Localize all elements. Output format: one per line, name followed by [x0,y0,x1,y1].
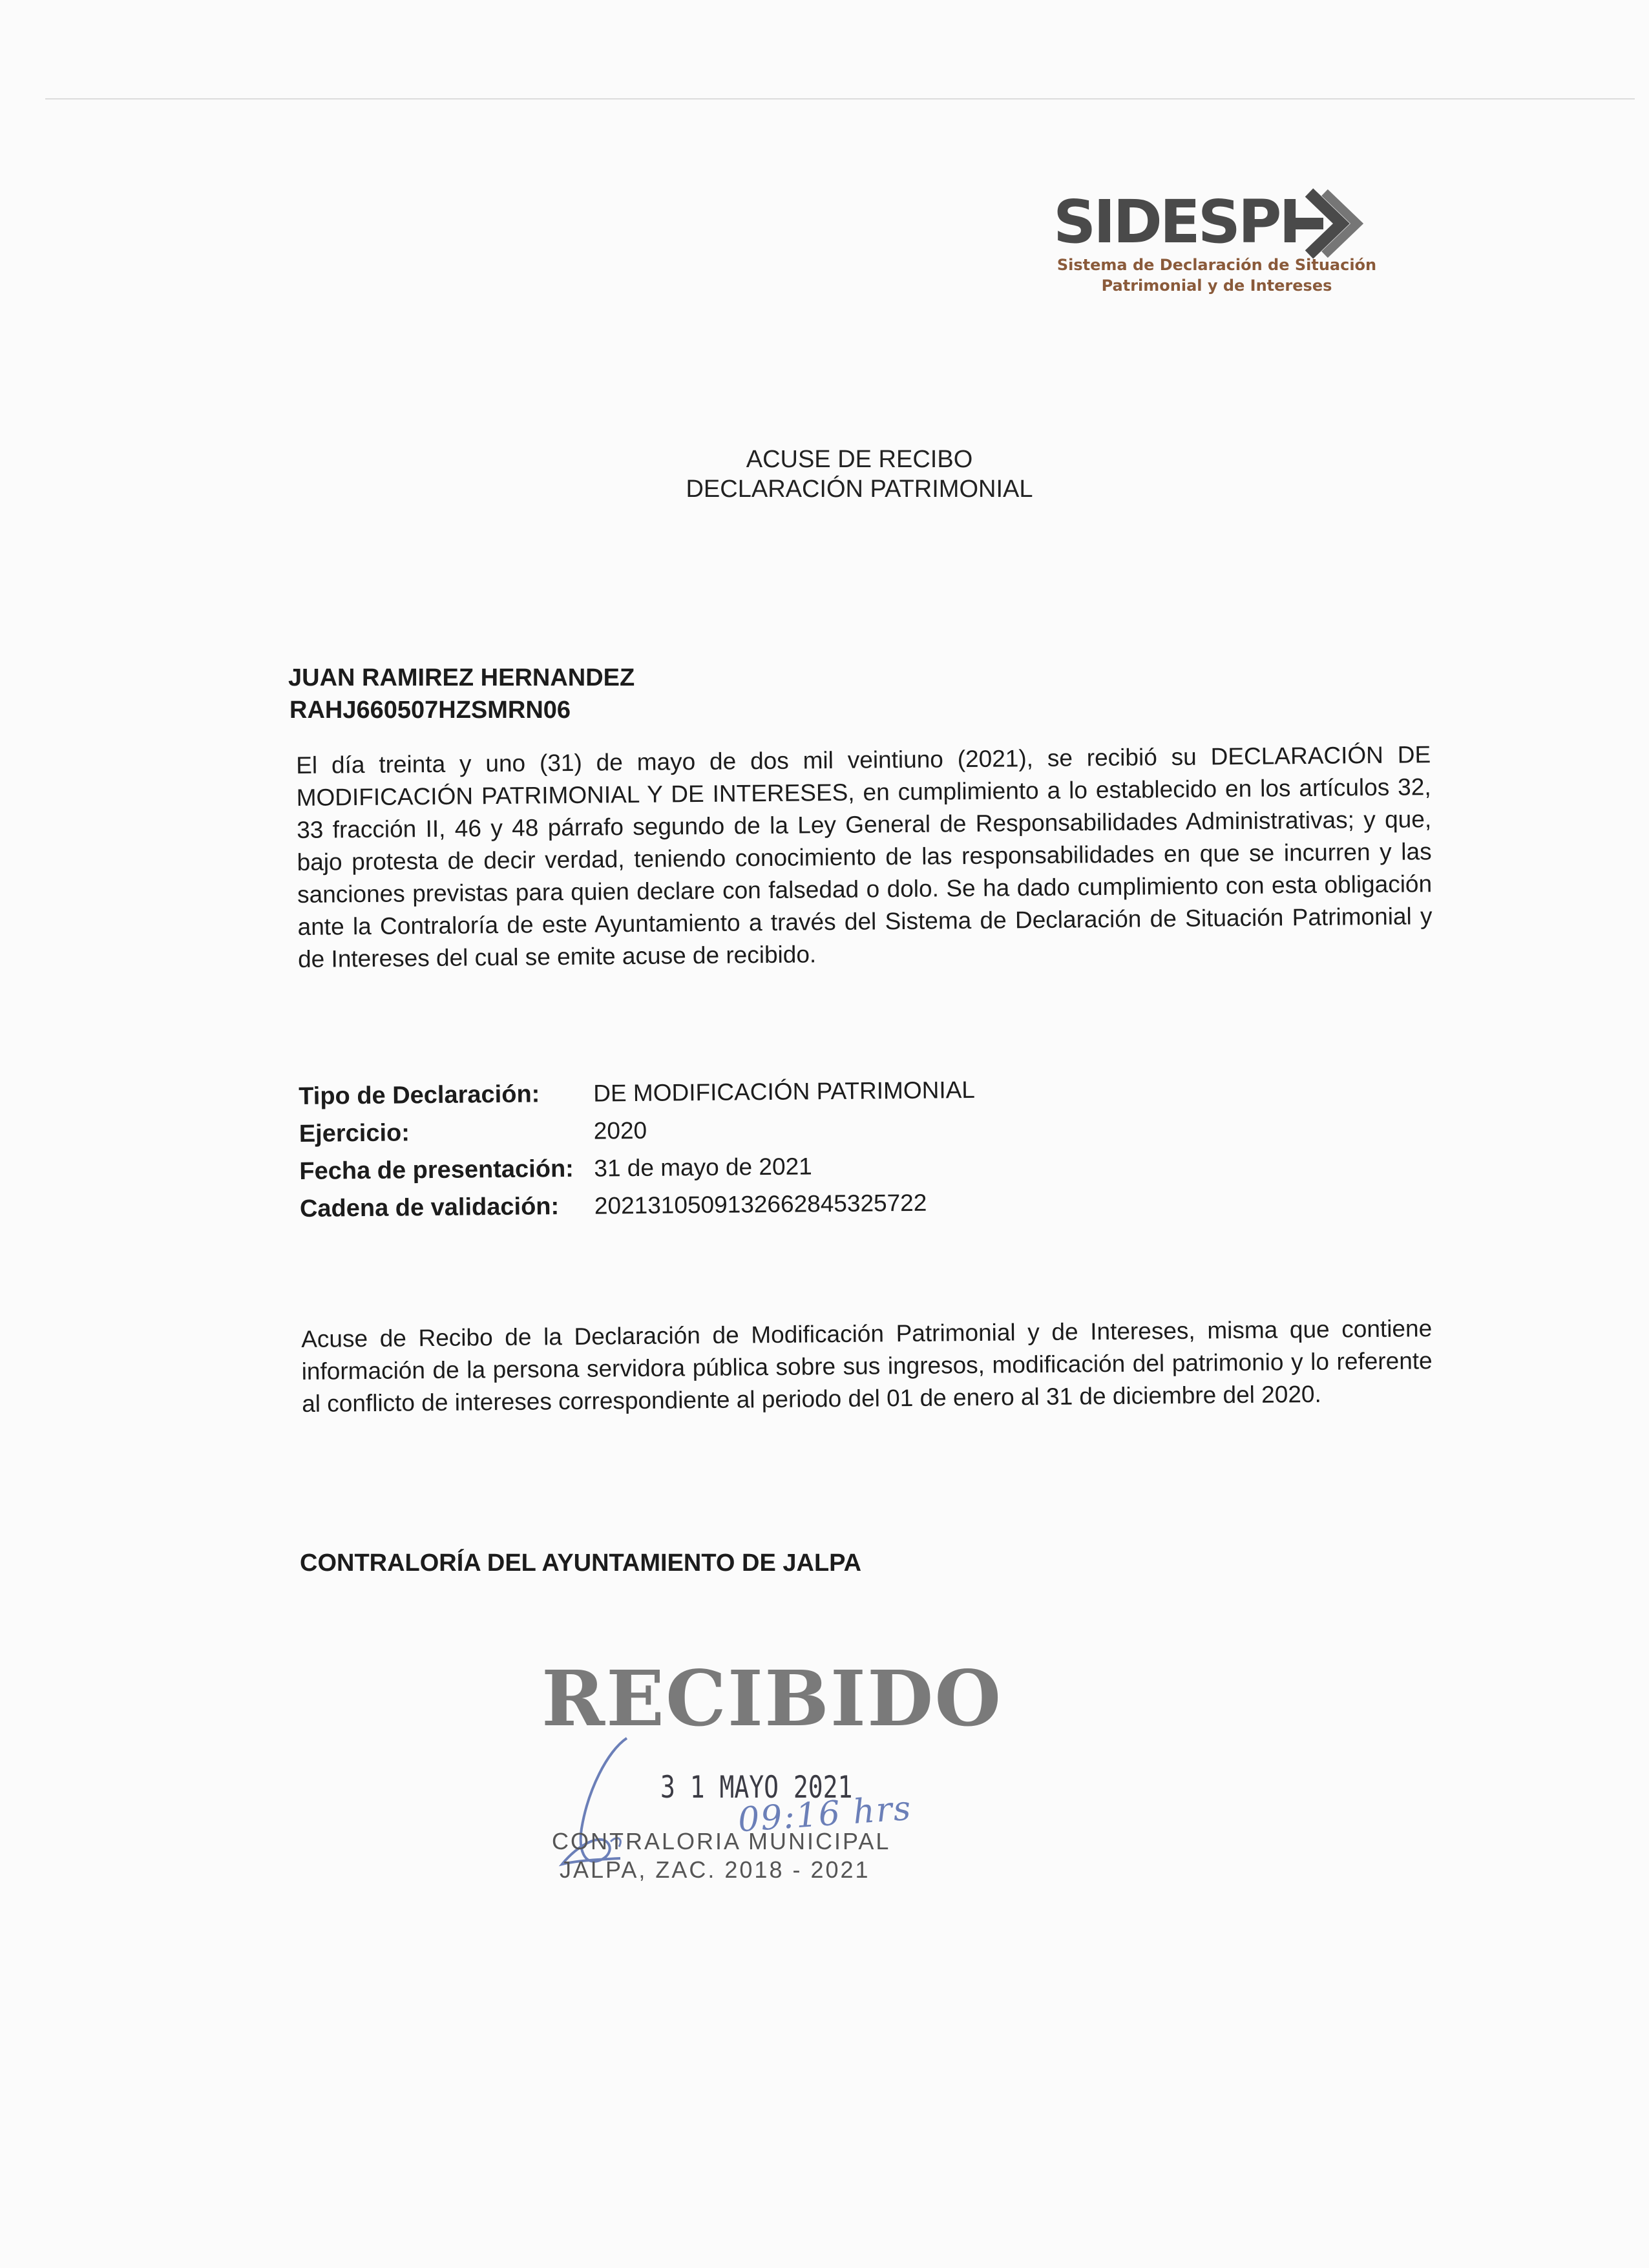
declarant-rfc: RAHJ660507HZSMRN06 [289,697,571,724]
body-paragraph: El día treinta y uno (31) de mayo de dos mil veintiuno (2021), se recibió su DECLARACIÓN DE MODIFICACIÓN PATRIMONIAL Y DE INTERESES, en cumplimiento a lo establecido en los artículos 32, 33 fracción II, 46 y 48 párrafo segundo de la Ley General de Responsabilidades Administrativas; y que, bajo protesta de decir verdad, teniendo conocimiento de las responsabilidades en que se incurren y las sanciones previstas para quien declare con falsedad o dolo. Se ha dado cumplimiento con esta obligación ante la Contraloría de este Ayuntamiento a través del Sistema de Declaración de Situación Patrimonial y de Intereses del cual se emite acuse de recibido. [296,741,1433,972]
page-top-rule [45,98,1635,100]
detail-value: 20213105091326628453257​22 [594,1189,927,1219]
stamp-word: RECIBIDO [541,1654,1003,1743]
stamp-date: 3 1 MAYO 2021 [660,1769,853,1805]
sidespi-logo [1047,173,1383,302]
detail-value: 2020 [593,1117,647,1144]
received-stamp [536,1654,1003,1893]
detail-row-fecha [299,1146,976,1190]
logo-subtitle-line2: Patrimonial y de Intereses [1101,277,1332,295]
stamp-office: CONTRALORIA MUNICIPAL [552,1828,891,1854]
issuer-signature-line: CONTRALORÍA DEL AYUNTAMIENTO DE JALPA [300,1549,862,1577]
detail-row-tipo [299,1071,975,1115]
detail-value: 31 de mayo de 2021 [594,1153,812,1182]
logo-arrow-icon [1278,178,1369,262]
handwritten-time: 09:16 hrs [737,1789,914,1840]
detail-label: Cadena de validación: [299,1192,560,1223]
declarant-name: JUAN RAMIREZ HERNANDEZ [288,664,635,691]
detail-label: Ejercicio: [299,1118,410,1148]
declaration-details [299,1071,976,1228]
detail-value: DE MODIFICACIÓN PATRIMONIAL [593,1076,976,1107]
detail-label: Tipo de Declaración: [299,1080,540,1110]
document-subtitle: DECLARACIÓN PATRIMONIAL [686,476,1033,503]
document-title: ACUSE DE RECIBO [746,446,973,473]
logo-subtitle-line1: Sistema de Declaración de Situación [1056,256,1377,274]
stamp-location-period: JALPA, ZAC. 2018 - 2021 [560,1856,870,1883]
closing-paragraph: Acuse de Recibo de la Declaración de Modificación Patrimonial y de Intereses, misma que contiene información de la persona servidora pública sobre sus ingresos, modificación del patrimonio y lo referente al conflicto de intereses correspondiente al periodo del 01 de enero al 31 de diciembre del 2020. [301,1315,1433,1417]
detail-row-cadena [300,1184,976,1228]
detail-label: Fecha de presentación: [299,1155,574,1185]
logo-wordmark: SIDESPI [1053,187,1299,257]
detail-row-ejercicio [299,1109,976,1153]
